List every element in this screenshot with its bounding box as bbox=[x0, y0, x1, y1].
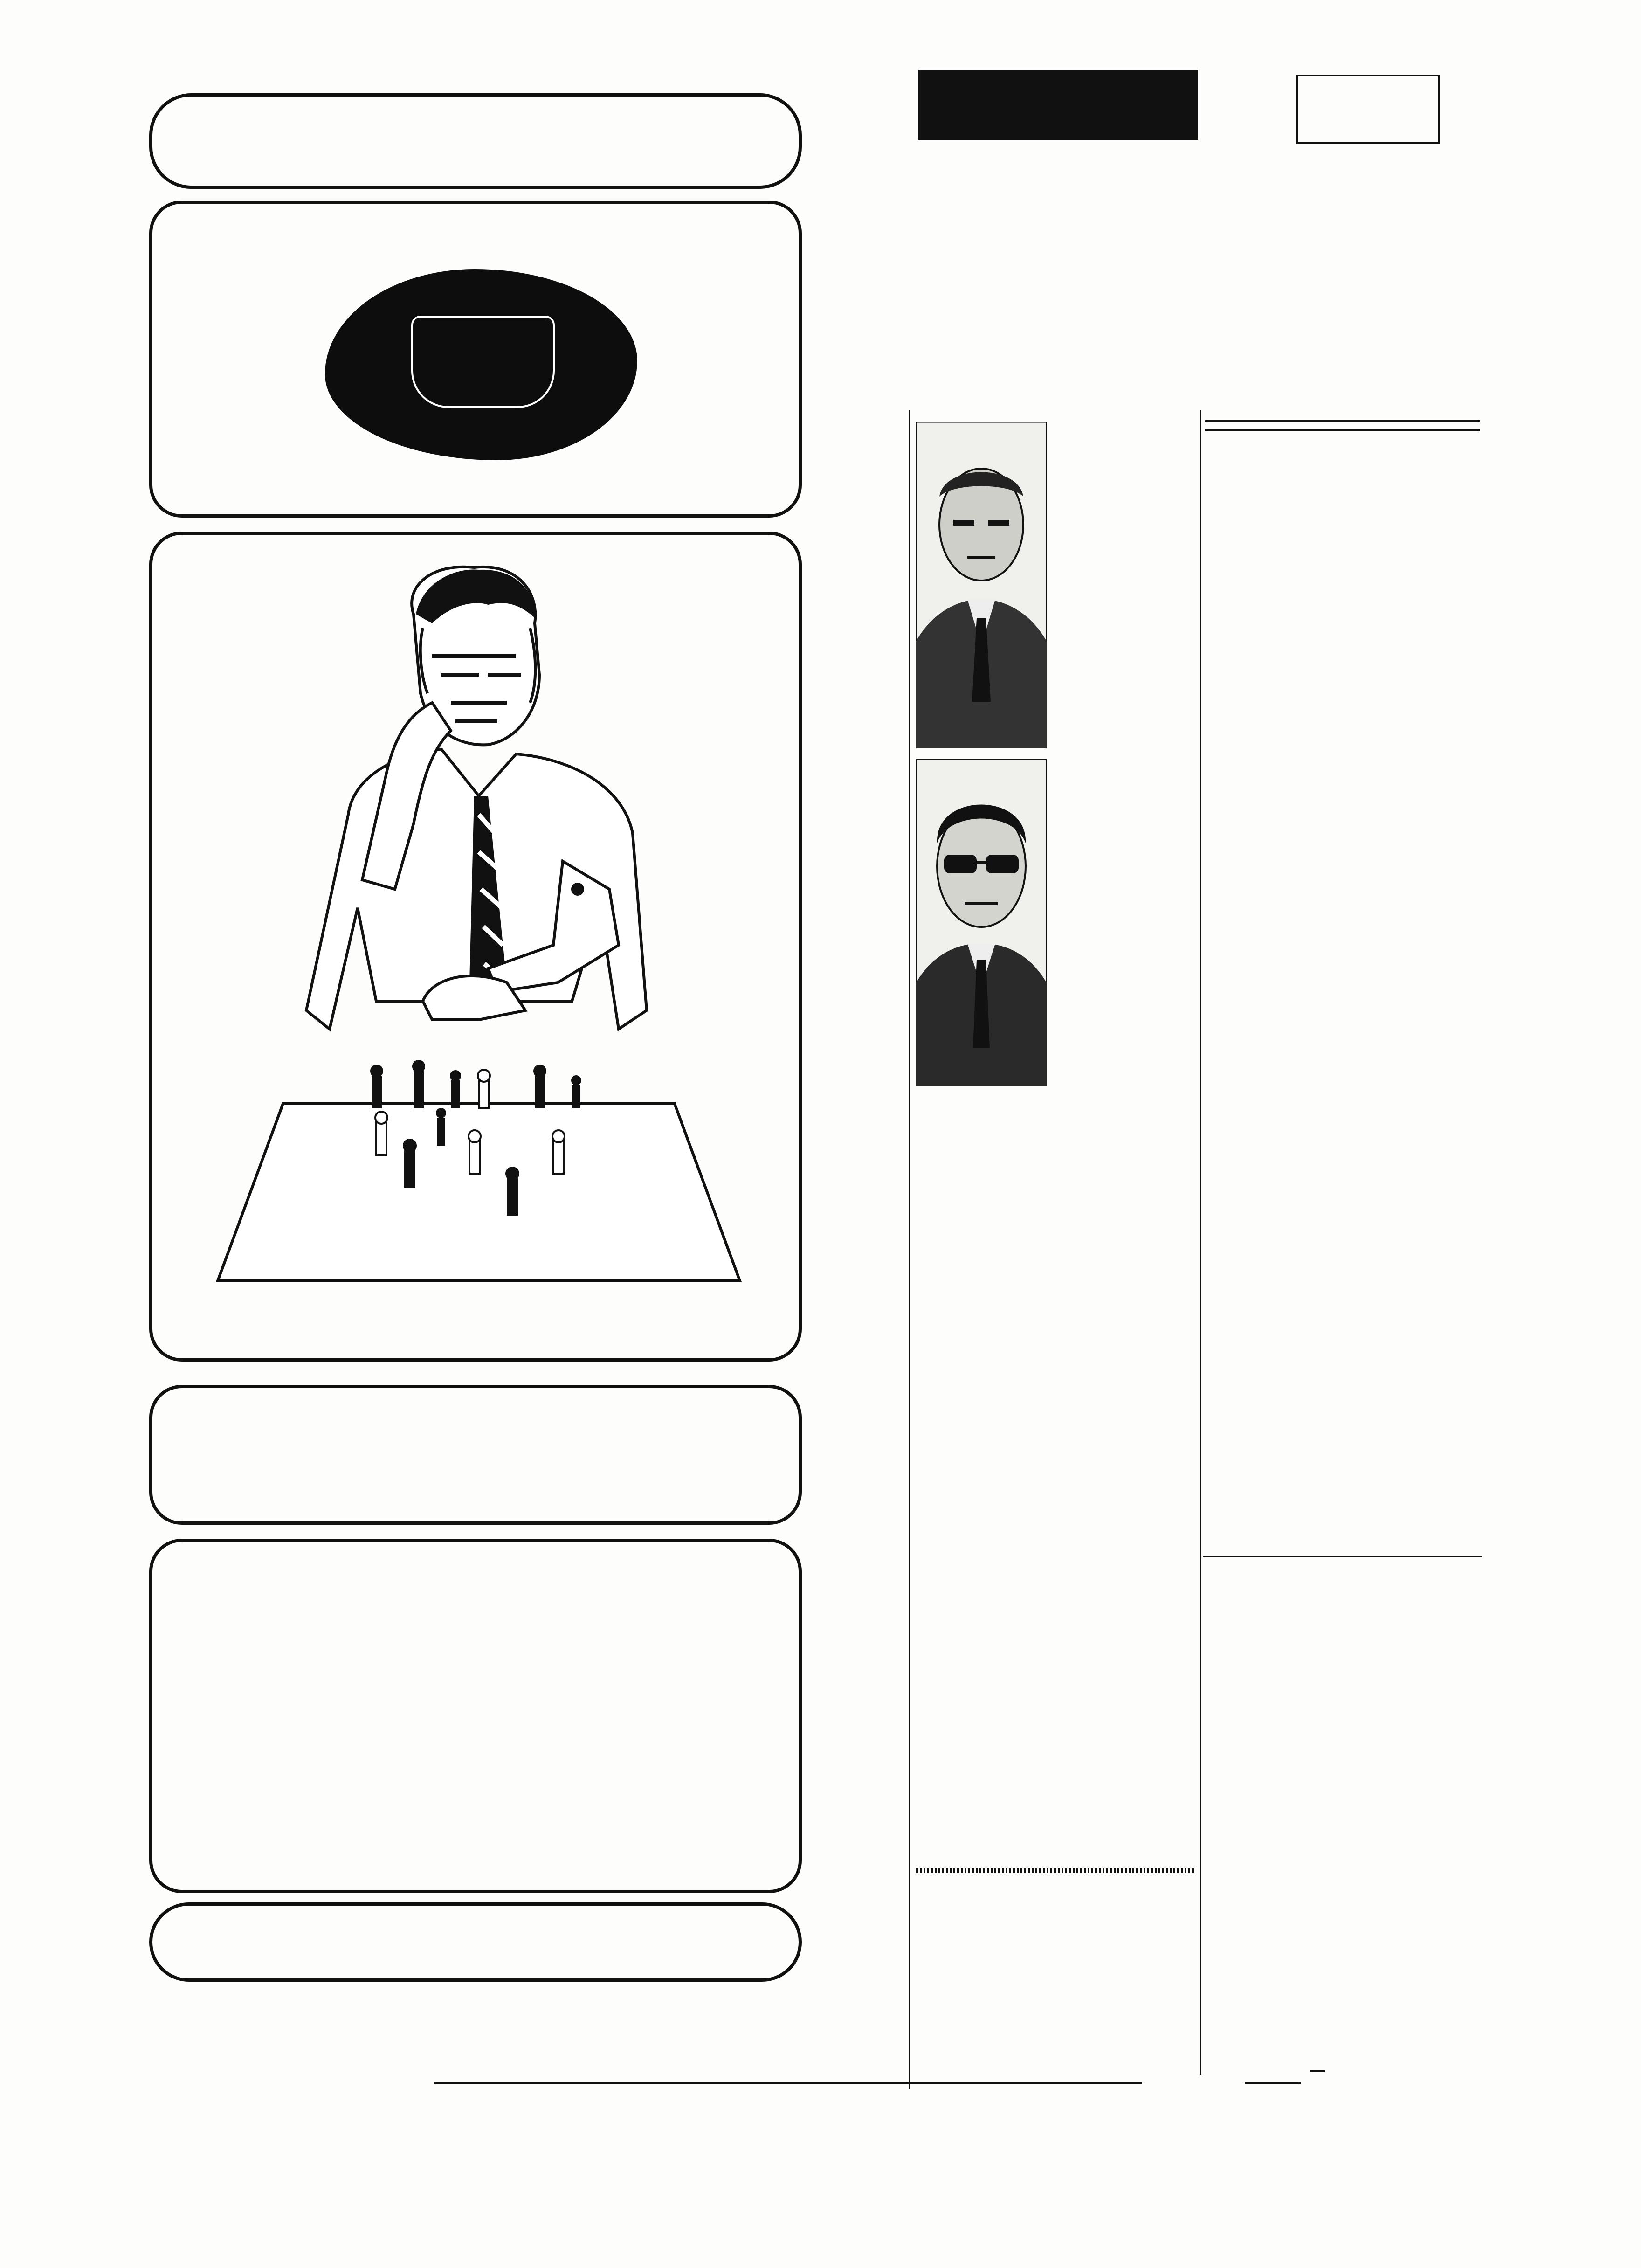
illustration-box bbox=[149, 532, 802, 1362]
masthead bbox=[918, 65, 1464, 154]
chess-player-illustration bbox=[152, 535, 805, 1365]
brand-label-blob bbox=[325, 269, 637, 460]
masthead-tags bbox=[1296, 75, 1440, 144]
section1-text-col bbox=[1051, 422, 1196, 753]
photo2-block bbox=[916, 759, 1051, 1090]
divider bbox=[1205, 429, 1480, 431]
footer-paper bbox=[1310, 2070, 1325, 2072]
portrait-malheiro bbox=[916, 422, 1047, 748]
dotted-divider bbox=[916, 1868, 1196, 1873]
ad-headline-box bbox=[149, 93, 802, 189]
footer-rule-2 bbox=[1245, 2082, 1301, 2084]
column-right bbox=[1205, 413, 1480, 438]
qualities-box bbox=[149, 1539, 802, 1893]
slogan-box bbox=[149, 1385, 802, 1525]
section2-text-col bbox=[1051, 759, 1196, 1090]
comboios bbox=[1203, 1562, 1482, 1565]
divider bbox=[1205, 420, 1480, 422]
brand-box bbox=[149, 201, 802, 518]
section2-body bbox=[916, 759, 1196, 1090]
portrait-teixeira bbox=[916, 759, 1047, 1086]
acordo bbox=[916, 1877, 1196, 1880]
column-left bbox=[916, 413, 1196, 1092]
footer-rule bbox=[434, 2082, 1142, 2084]
closing-box bbox=[149, 1902, 802, 1982]
brand-shield bbox=[411, 316, 555, 408]
masthead-logo-box bbox=[918, 70, 1198, 140]
section1-body bbox=[916, 422, 1196, 753]
column-rule bbox=[1200, 410, 1201, 2075]
divider bbox=[1203, 1556, 1482, 1557]
column-rule-left bbox=[909, 410, 910, 2089]
photo1-block bbox=[916, 422, 1051, 753]
advertisement bbox=[140, 84, 811, 2019]
footer bbox=[47, 2070, 1469, 2098]
